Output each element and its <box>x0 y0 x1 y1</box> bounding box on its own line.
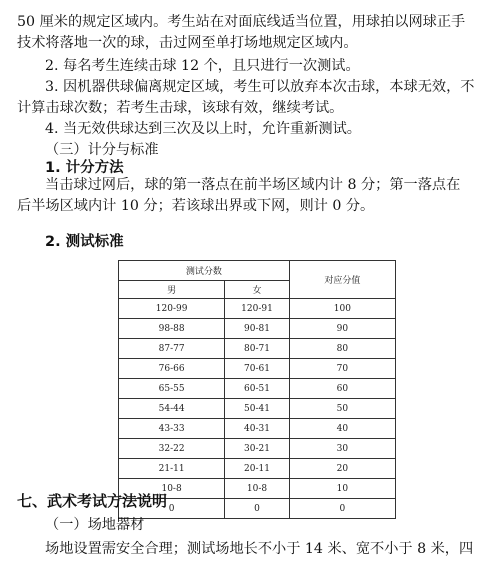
section-heading: （三）计分与标准 <box>45 142 159 158</box>
cell-male-score: 54-44 <box>119 399 225 419</box>
table-row <box>119 299 396 319</box>
cell-male-score: 0 <box>119 499 225 519</box>
cell-value: 100 <box>289 299 395 319</box>
cell-male-score: 32-22 <box>119 439 225 459</box>
subsection-heading: 1. 计分方法 <box>45 160 124 176</box>
paragraph-line: 50 厘米的规定区域内。考生站在对面底线适当位置，用球拍以网球正手 <box>17 14 466 30</box>
cell-female-score: 50-41 <box>225 399 290 419</box>
section-heading: （一）场地器材 <box>45 517 145 533</box>
header-test-score: 测试分数 <box>119 261 290 281</box>
cell-female-score: 0 <box>225 499 290 519</box>
cell-value: 40 <box>289 419 395 439</box>
cell-female-score: 40-31 <box>225 419 290 439</box>
cell-female-score: 80-71 <box>225 339 290 359</box>
cell-male-score: 98-88 <box>119 319 225 339</box>
cell-male-score: 43-33 <box>119 419 225 439</box>
cell-male-score: 10-8 <box>119 479 225 499</box>
cell-female-score: 20-11 <box>225 459 290 479</box>
cell-male-score: 120-99 <box>119 299 225 319</box>
cell-value: 60 <box>289 379 395 399</box>
header-female: 女 <box>225 281 290 299</box>
header-male: 男 <box>119 281 225 299</box>
cell-male-score: 76-66 <box>119 359 225 379</box>
rule-item-2: 2. 每名考生连续击球 12 个，且只进行一次测试。 <box>45 58 360 74</box>
header-score-value: 对应分值 <box>289 261 395 299</box>
cell-female-score: 70-61 <box>225 359 290 379</box>
cell-male-score: 65-55 <box>119 379 225 399</box>
paragraph-line: 场地设置需安全合理；测试场地长不小于 14 米、宽不小于 8 米，四 <box>45 541 474 557</box>
table-row <box>119 419 396 439</box>
table-row <box>119 439 396 459</box>
cell-female-score: 90-81 <box>225 319 290 339</box>
cell-female-score: 10-8 <box>225 479 290 499</box>
cell-value: 50 <box>289 399 395 419</box>
score-standard-table <box>118 260 396 519</box>
paragraph-line: 计算击球次数；若考生击球，该球有效，继续考试。 <box>17 100 344 116</box>
cell-female-score: 120-91 <box>225 299 290 319</box>
table-row <box>119 319 396 339</box>
cell-value: 0 <box>289 499 395 519</box>
table-row <box>119 359 396 379</box>
cell-male-score: 21-11 <box>119 459 225 479</box>
paragraph-line: 后半场区域内计 10 分；若该球出界或下网，则计 0 分。 <box>17 198 375 214</box>
paragraph-line: 当击球过网后，球的第一落点在前半场区域内计 8 分；第一落点在 <box>45 177 461 193</box>
chapter-heading: 七、武术考试方法说明 <box>17 492 168 510</box>
rule-item-3: 3. 因机器供球偏离规定区域，考生可以放弃本次击球，本球无效，不 <box>45 79 475 95</box>
rule-item-4: 4. 当无效供球达到三次及以上时，允许重新测试。 <box>45 121 361 137</box>
table-row <box>119 399 396 419</box>
table-row <box>119 339 396 359</box>
subsection-heading: 2. 测试标准 <box>45 234 124 250</box>
cell-value: 90 <box>289 319 395 339</box>
paragraph-line: 技术将落地一次的球，击过网至单打场地规定区域内。 <box>17 35 358 51</box>
cell-female-score: 30-21 <box>225 439 290 459</box>
cell-value: 10 <box>289 479 395 499</box>
table-body <box>119 299 396 519</box>
table-row <box>119 379 396 399</box>
table-row <box>119 459 396 479</box>
cell-female-score: 60-51 <box>225 379 290 399</box>
cell-value: 30 <box>289 439 395 459</box>
cell-value: 70 <box>289 359 395 379</box>
cell-value: 20 <box>289 459 395 479</box>
cell-male-score: 87-77 <box>119 339 225 359</box>
cell-value: 80 <box>289 339 395 359</box>
